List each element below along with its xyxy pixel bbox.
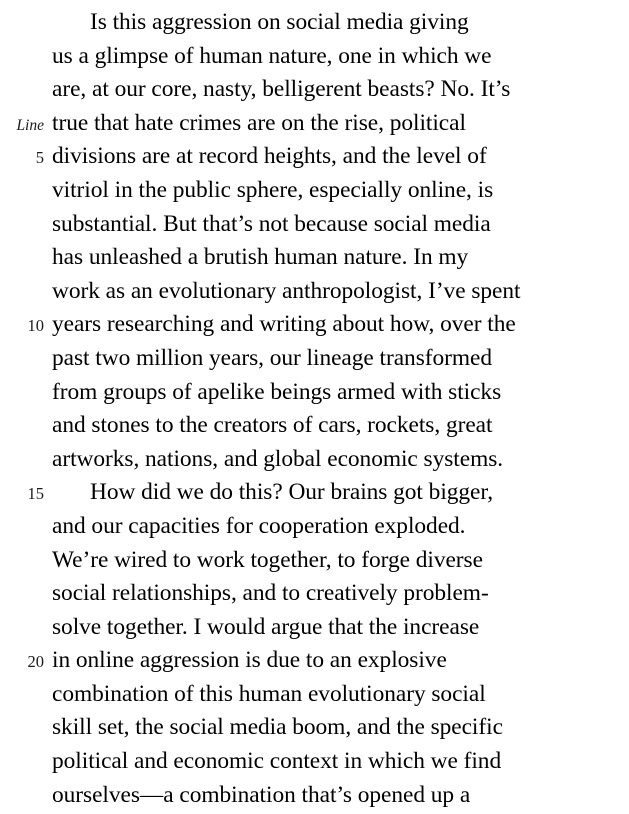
passage-line [8,73,621,107]
line-text: are, at our core, nasty, belligerent beasts? No. It’s [52,76,511,103]
line-text: vitriol in the public sphere, especially online, is [52,176,494,203]
line-text: combination of this human evolutionary social [52,680,486,707]
line-text: past two million years, our lineage transformed [52,344,493,371]
line-text: ourselves—a combination that’s opened up a [52,781,471,808]
passage-line [8,409,621,443]
line-text [52,476,621,510]
line-text: political and economic context in which we find [52,748,502,775]
passage-line [8,611,621,645]
line-text-content: Is this aggression on social media giving [90,9,469,35]
passage-line [8,711,621,745]
line-text: social relationships, and to creatively problem- [52,580,489,607]
passage-line [8,140,621,174]
passage-line [8,644,621,678]
line-label: Line [16,116,44,134]
passage-line [8,544,621,578]
line-text: and our capacities for cooperation exploded. [52,512,466,539]
line-text-content: How did we do this? Our brains got bigger, [90,479,493,506]
passage-line [8,107,621,141]
passage-line [8,443,621,477]
line-text: solve together. I would argue that the increase [52,613,480,640]
passage-line [8,308,621,342]
passage-line [8,6,621,40]
passage-line [8,174,621,208]
line-text: from groups of apelike beings armed with sticks [52,378,502,405]
passage-line [8,376,621,410]
line-text: substantial. But that’s not because social media [52,210,491,237]
line-text: skill set, the social media boom, and the specific [52,714,503,741]
line-text: We’re wired to work together, to forge diverse [52,546,483,573]
passage-line [8,678,621,712]
passage-line [8,208,621,242]
line-number: 20 [27,652,44,672]
line-text: divisions are at record heights, and the level of [52,143,487,170]
passage-line [8,779,621,813]
passage-line [8,40,621,74]
passage-line [8,275,621,309]
line-number: 5 [35,148,44,168]
line-text: true that hate crimes are on the rise, political [52,109,466,136]
passage-line [8,577,621,611]
line-number: 10 [27,316,44,336]
line-text: work as an evolutionary anthropologist, I’ve spent [52,277,521,304]
line-text [52,6,621,40]
passage-line [8,241,621,275]
line-text: artworks, nations, and global economic systems. [52,445,504,472]
line-text: has unleashed a brutish human nature. In my [52,244,469,271]
line-text: years researching and writing about how, over the [52,311,516,338]
line-text: us a glimpse of human nature, one in which we [52,42,492,69]
line-text: in online aggression is due to an explosive [52,647,447,674]
line-number: 15 [27,484,44,504]
passage-line [8,342,621,376]
passage-line [8,476,621,510]
passage-line [8,510,621,544]
passage-line [8,745,621,779]
line-text: and stones to the creators of cars, rockets, great [52,412,493,439]
